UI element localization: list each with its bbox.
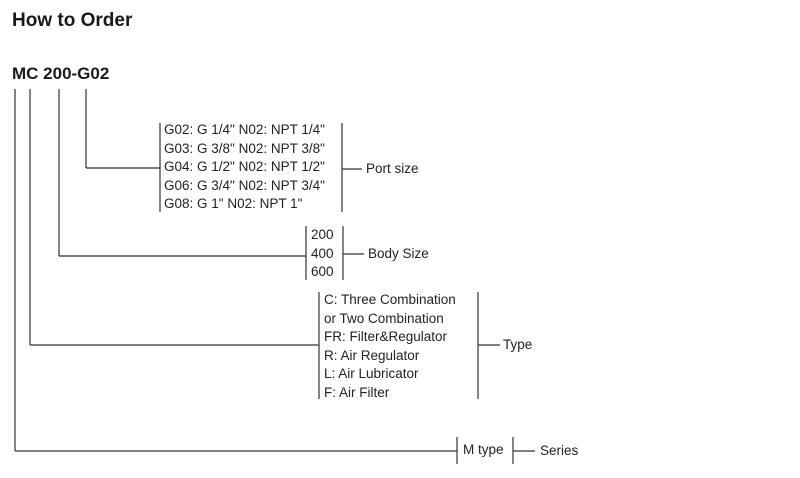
page-title: How to Order <box>12 10 133 31</box>
body-size-option: 600 <box>311 264 334 280</box>
port-size-option: G03: G 3/8" N02: NPT 3/8" <box>164 140 325 156</box>
port-size-option: G08: G 1" N02: NPT 1" <box>164 196 303 212</box>
series-label: Series <box>540 443 579 458</box>
model-code: MC 200-G02 <box>12 64 110 83</box>
type-label: Type <box>503 337 533 352</box>
port-size-options <box>164 121 325 214</box>
type-option: L: Air Lubricator <box>324 366 419 382</box>
type-options <box>324 291 456 403</box>
body-size-options <box>311 226 334 282</box>
port-size-label: Port size <box>366 161 419 176</box>
port-size-option: G02: G 1/4" N02: NPT 1/4" <box>164 122 325 137</box>
type-option: R: Air Regulator <box>324 347 420 363</box>
port-size-option: G04: G 1/2" N02: NPT 1/2" <box>164 159 325 175</box>
type-option: F: Air Filter <box>324 384 390 400</box>
type-option: or Two Combination <box>324 310 444 326</box>
type-option: FR: Filter&Regulator <box>324 329 448 345</box>
body-size-option: 400 <box>311 245 334 261</box>
body-size-option: 200 <box>311 227 334 242</box>
series-option: M type <box>463 442 504 457</box>
body-size-label: Body Size <box>368 246 429 261</box>
type-option: C: Three Combination <box>324 292 456 307</box>
port-size-option: G06: G 3/4" N02: NPT 3/4" <box>164 177 325 193</box>
